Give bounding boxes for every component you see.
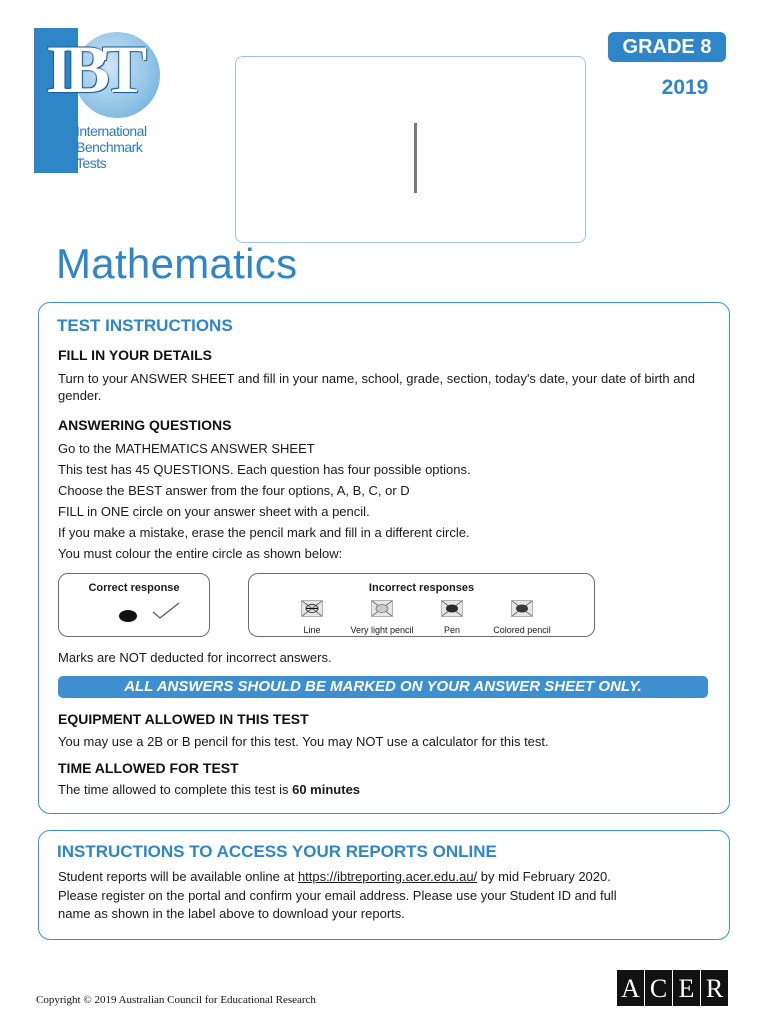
incorrect-line-caption: Line <box>303 625 321 635</box>
answering-line-5: If you make a mistake, erase the pencil mark and fill in a different circle. <box>58 525 470 540</box>
incorrect-light-pencil <box>347 600 417 635</box>
reports-line-3: name as shown in the label above to download your reports. <box>58 906 405 921</box>
correct-response-title: Correct response <box>88 582 180 594</box>
answer-sheet-banner: ALL ANSWERS SHOULD BE MARKED ON YOUR ANSWER SHEET ONLY. <box>58 676 708 698</box>
reports-line-1 <box>58 868 611 885</box>
correct-response-box <box>58 573 210 637</box>
acer-letter-a: A <box>617 970 644 1006</box>
checkmark-icon <box>151 600 181 620</box>
reports-line-1-prefix: Student reports will be available online at <box>58 869 298 884</box>
instructions-title: TEST INSTRUCTIONS <box>57 316 233 335</box>
answering-line-2: This test has 45 QUESTIONS. Each question has four possible options. <box>58 462 471 477</box>
fill-details-text: Turn to your ANSWER SHEET and fill in your name, school, grade, section, today's date, your date of birth and gender. <box>58 371 695 403</box>
incorrect-responses-title: Incorrect responses <box>368 582 475 594</box>
acer-letter-e: E <box>673 970 700 1006</box>
incorrect-line <box>277 600 347 635</box>
logo-line-3: Tests <box>76 155 107 171</box>
label-marker <box>414 123 417 193</box>
light-pencil-mark-icon <box>371 600 393 617</box>
subject-title: Mathematics <box>56 240 298 287</box>
equipment-text: You may use a 2B or B pencil for this test. You may NOT use a calculator for this test. <box>58 734 549 749</box>
answering-line-4: FILL in ONE circle on your answer sheet with a pencil. <box>58 504 370 519</box>
reports-link[interactable]: https://ibtreporting.acer.edu.au/ <box>297 869 478 884</box>
reports-line-1-suffix: by mid February 2020. <box>477 869 611 884</box>
copyright-text: Copyright © 2019 Australian Council for Educational Research <box>36 994 316 1006</box>
acer-letter-c: C <box>645 970 672 1006</box>
incorrect-responses-box <box>248 573 595 637</box>
reports-title: INSTRUCTIONS TO ACCESS YOUR REPORTS ONLINE <box>57 842 497 861</box>
incorrect-colored-pencil <box>487 600 557 635</box>
fill-details-heading: FILL IN YOUR DETAILS <box>58 347 213 363</box>
answering-line-6: You must colour the entire circle as shown below: <box>58 546 343 561</box>
answering-line-3: Choose the BEST answer from the four options, A, B, C, or D <box>58 483 410 498</box>
incorrect-pen <box>417 600 487 635</box>
equipment-heading: EQUIPMENT ALLOWED IN THIS TEST <box>58 711 309 727</box>
logo-letters: IBT <box>46 31 140 107</box>
line-mark-icon <box>301 600 323 617</box>
reports-line-2: Please register on the portal and confirm your email address. Please use your Student ID and full <box>58 888 617 903</box>
incorrect-colored-pencil-caption: Colored pencil <box>493 625 551 635</box>
acer-letter-r: R <box>701 970 728 1006</box>
logo-line-1: International <box>76 123 147 139</box>
colored-pencil-mark-icon <box>511 600 533 617</box>
filled-circle-icon <box>119 610 137 622</box>
marks-note: Marks are NOT deducted for incorrect answers. <box>58 650 332 665</box>
pen-mark-icon <box>441 600 463 617</box>
test-year: 2019 <box>661 76 709 99</box>
time-heading: TIME ALLOWED FOR TEST <box>58 760 239 776</box>
time-value: 60 minutes <box>292 782 361 797</box>
answering-line-1: Go to the MATHEMATICS ANSWER SHEET <box>58 441 315 456</box>
time-text <box>58 781 360 798</box>
student-label-box <box>235 56 586 243</box>
logo-line-2: Benchmark <box>76 139 143 155</box>
time-text-prefix: The time allowed to complete this test is <box>58 782 293 797</box>
incorrect-light-pencil-caption: Very light pencil <box>350 625 414 635</box>
ibt-logo <box>34 28 152 173</box>
answering-heading: ANSWERING QUESTIONS <box>58 417 232 433</box>
grade-badge: GRADE 8 <box>608 32 726 62</box>
logo-text <box>76 123 147 171</box>
acer-logo <box>617 970 729 1006</box>
incorrect-pen-caption: Pen <box>443 625 460 635</box>
